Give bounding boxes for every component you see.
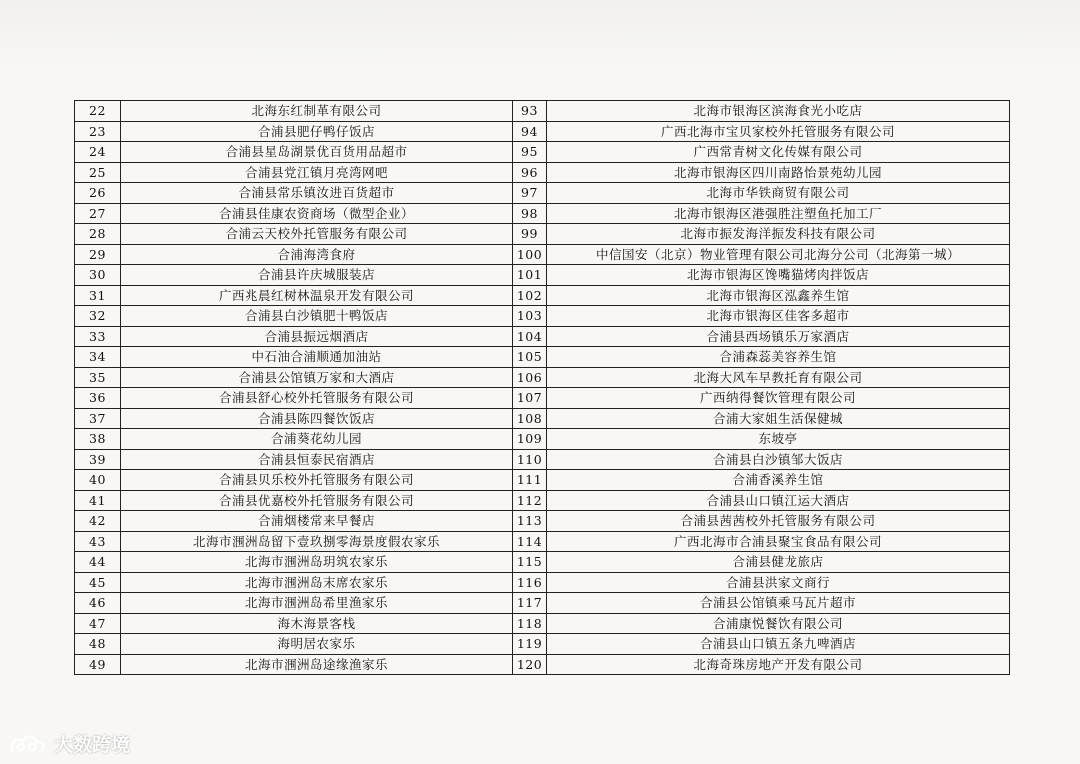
business-name-left: 北海市涠洲岛留下壹玖捌零海景度假农家乐 — [121, 531, 513, 552]
table-row — [75, 470, 1010, 491]
row-number-left: 31 — [75, 285, 121, 306]
row-number-right: 113 — [513, 511, 547, 532]
table-row — [75, 306, 1010, 327]
table-row — [75, 265, 1010, 286]
row-number-left: 27 — [75, 203, 121, 224]
row-number-right: 105 — [513, 347, 547, 368]
row-number-left: 49 — [75, 654, 121, 675]
row-number-right: 99 — [513, 224, 547, 245]
business-name-right: 合浦县山口镇江运大酒店 — [547, 490, 1010, 511]
table-row — [75, 388, 1010, 409]
business-name-left: 合浦海湾食府 — [121, 244, 513, 265]
table-row — [75, 613, 1010, 634]
business-name-right: 北海奇珠房地产开发有限公司 — [547, 654, 1010, 675]
business-name-right: 北海市银海区泓鑫养生馆 — [547, 285, 1010, 306]
row-number-left: 43 — [75, 531, 121, 552]
business-name-right: 北海大风车早教托育有限公司 — [547, 367, 1010, 388]
business-name-left: 北海东红制革有限公司 — [121, 101, 513, 122]
business-name-left: 合浦县白沙镇肥十鸭饭店 — [121, 306, 513, 327]
row-number-left: 32 — [75, 306, 121, 327]
row-number-left: 39 — [75, 449, 121, 470]
business-name-right: 合浦大家姐生活保健城 — [547, 408, 1010, 429]
business-name-right: 北海市华铁商贸有限公司 — [547, 183, 1010, 204]
business-name-left: 合浦县恒泰民宿酒店 — [121, 449, 513, 470]
business-name-right: 广西北海市合浦县聚宝食品有限公司 — [547, 531, 1010, 552]
table-row — [75, 121, 1010, 142]
table-row — [75, 347, 1010, 368]
row-number-left: 25 — [75, 162, 121, 183]
business-name-right: 北海市银海区滨海食光小吃店 — [547, 101, 1010, 122]
row-number-right: 96 — [513, 162, 547, 183]
business-name-right: 东坡亭 — [547, 429, 1010, 450]
row-number-left: 26 — [75, 183, 121, 204]
row-number-right: 120 — [513, 654, 547, 675]
row-number-right: 94 — [513, 121, 547, 142]
table-row — [75, 429, 1010, 450]
table-row — [75, 224, 1010, 245]
table-row — [75, 408, 1010, 429]
row-number-right: 116 — [513, 572, 547, 593]
table-row — [75, 183, 1010, 204]
row-number-right: 100 — [513, 244, 547, 265]
business-name-left: 合浦县陈四餐饮饭店 — [121, 408, 513, 429]
row-number-right: 111 — [513, 470, 547, 491]
table-row — [75, 654, 1010, 675]
business-name-left: 合浦葵花幼儿园 — [121, 429, 513, 450]
watermark — [8, 730, 130, 757]
table-row — [75, 203, 1010, 224]
row-number-left: 24 — [75, 142, 121, 163]
row-number-left: 41 — [75, 490, 121, 511]
business-name-left: 北海市涠洲岛途缘渔家乐 — [121, 654, 513, 675]
row-number-right: 107 — [513, 388, 547, 409]
business-name-right: 合浦县健龙旅店 — [547, 552, 1010, 573]
row-number-left: 47 — [75, 613, 121, 634]
row-number-right: 114 — [513, 531, 547, 552]
row-number-right: 93 — [513, 101, 547, 122]
business-name-right: 广西纳得餐饮管理有限公司 — [547, 388, 1010, 409]
row-number-right: 102 — [513, 285, 547, 306]
table-body — [75, 101, 1010, 675]
business-name-left: 合浦烟楼常来早餐店 — [121, 511, 513, 532]
row-number-right: 108 — [513, 408, 547, 429]
row-number-left: 28 — [75, 224, 121, 245]
row-number-right: 101 — [513, 265, 547, 286]
row-number-left: 37 — [75, 408, 121, 429]
business-name-right: 合浦县公馆镇乘马瓦片超市 — [547, 593, 1010, 614]
table-row — [75, 142, 1010, 163]
business-name-left: 北海市涠洲岛玥筑农家乐 — [121, 552, 513, 573]
row-number-left: 46 — [75, 593, 121, 614]
business-name-right: 合浦县山口镇五条九啤酒店 — [547, 634, 1010, 655]
row-number-right: 106 — [513, 367, 547, 388]
business-name-left: 合浦县肥仔鸭仔饭店 — [121, 121, 513, 142]
row-number-left: 35 — [75, 367, 121, 388]
business-name-left: 合浦县许庆城服装店 — [121, 265, 513, 286]
row-number-left: 48 — [75, 634, 121, 655]
business-name-left: 合浦云天校外托管服务有限公司 — [121, 224, 513, 245]
business-name-left: 海明居农家乐 — [121, 634, 513, 655]
row-number-right: 104 — [513, 326, 547, 347]
row-number-left: 45 — [75, 572, 121, 593]
business-name-right: 北海市银海区港强胜注塑鱼托加工厂 — [547, 203, 1010, 224]
row-number-right: 98 — [513, 203, 547, 224]
row-number-right: 103 — [513, 306, 547, 327]
business-name-right: 北海市银海区馋嘴猫烤肉拌饭店 — [547, 265, 1010, 286]
table-row — [75, 511, 1010, 532]
business-name-right: 广西北海市宝贝家校外托管服务有限公司 — [547, 121, 1010, 142]
business-name-right: 广西常青树文化传媒有限公司 — [547, 142, 1010, 163]
business-name-right: 合浦县茜茜校外托管服务有限公司 — [547, 511, 1010, 532]
row-number-right: 97 — [513, 183, 547, 204]
table-row — [75, 285, 1010, 306]
business-name-right: 北海市银海区四川南路怡景苑幼儿园 — [547, 162, 1010, 183]
row-number-right: 115 — [513, 552, 547, 573]
business-name-left: 中石油合浦顺通加油站 — [121, 347, 513, 368]
table-row — [75, 634, 1010, 655]
row-number-right: 117 — [513, 593, 547, 614]
business-name-right: 中信国安（北京）物业管理有限公司北海分公司（北海第一城） — [547, 244, 1010, 265]
row-number-left: 42 — [75, 511, 121, 532]
table-row — [75, 490, 1010, 511]
cloud-swirl-icon — [8, 732, 48, 756]
row-number-left: 36 — [75, 388, 121, 409]
business-name-left: 合浦县星岛湖景优百货用品超市 — [121, 142, 513, 163]
business-name-left: 合浦县优嘉校外托管服务有限公司 — [121, 490, 513, 511]
table-row — [75, 531, 1010, 552]
row-number-left: 23 — [75, 121, 121, 142]
table-row — [75, 244, 1010, 265]
business-name-right: 合浦康悦餐饮有限公司 — [547, 613, 1010, 634]
table-row — [75, 572, 1010, 593]
business-name-left: 合浦县舒心校外托管服务有限公司 — [121, 388, 513, 409]
row-number-right: 109 — [513, 429, 547, 450]
table-row — [75, 593, 1010, 614]
business-name-left: 广西兆晨红树林温泉开发有限公司 — [121, 285, 513, 306]
business-name-right: 北海市银海区佳客多超市 — [547, 306, 1010, 327]
row-number-right: 95 — [513, 142, 547, 163]
business-name-left: 合浦县振远烟酒店 — [121, 326, 513, 347]
business-name-left: 海木海景客栈 — [121, 613, 513, 634]
watermark-text: 大数跨境 — [54, 734, 131, 756]
table-row — [75, 326, 1010, 347]
business-name-left: 合浦县常乐镇汝进百货超市 — [121, 183, 513, 204]
table-row — [75, 552, 1010, 573]
row-number-right: 112 — [513, 490, 547, 511]
business-name-left: 北海市涠洲岛末席农家乐 — [121, 572, 513, 593]
business-list-table — [74, 100, 1010, 675]
row-number-right: 118 — [513, 613, 547, 634]
business-name-right: 北海市振发海洋振发科技有限公司 — [547, 224, 1010, 245]
business-name-left: 合浦县公馆镇万家和大酒店 — [121, 367, 513, 388]
business-name-left: 北海市涠洲岛希里渔家乐 — [121, 593, 513, 614]
row-number-left: 33 — [75, 326, 121, 347]
row-number-right: 110 — [513, 449, 547, 470]
row-number-left: 38 — [75, 429, 121, 450]
row-number-left: 22 — [75, 101, 121, 122]
business-name-right: 合浦森蕊美容养生馆 — [547, 347, 1010, 368]
table-row — [75, 367, 1010, 388]
business-name-right: 合浦县洪家文商行 — [547, 572, 1010, 593]
business-name-right: 合浦县西场镇乐万家酒店 — [547, 326, 1010, 347]
row-number-right: 119 — [513, 634, 547, 655]
row-number-left: 29 — [75, 244, 121, 265]
table-row — [75, 162, 1010, 183]
business-name-left: 合浦县党江镇月亮湾网吧 — [121, 162, 513, 183]
business-name-left: 合浦县贝乐校外托管服务有限公司 — [121, 470, 513, 491]
row-number-left: 44 — [75, 552, 121, 573]
row-number-left: 30 — [75, 265, 121, 286]
row-number-left: 40 — [75, 470, 121, 491]
business-name-right: 合浦县白沙镇邹大饭店 — [547, 449, 1010, 470]
row-number-left: 34 — [75, 347, 121, 368]
table-row — [75, 101, 1010, 122]
table-row — [75, 449, 1010, 470]
business-name-left: 合浦县佳康农资商场（微型企业） — [121, 203, 513, 224]
business-name-right: 合浦香溪养生馆 — [547, 470, 1010, 491]
